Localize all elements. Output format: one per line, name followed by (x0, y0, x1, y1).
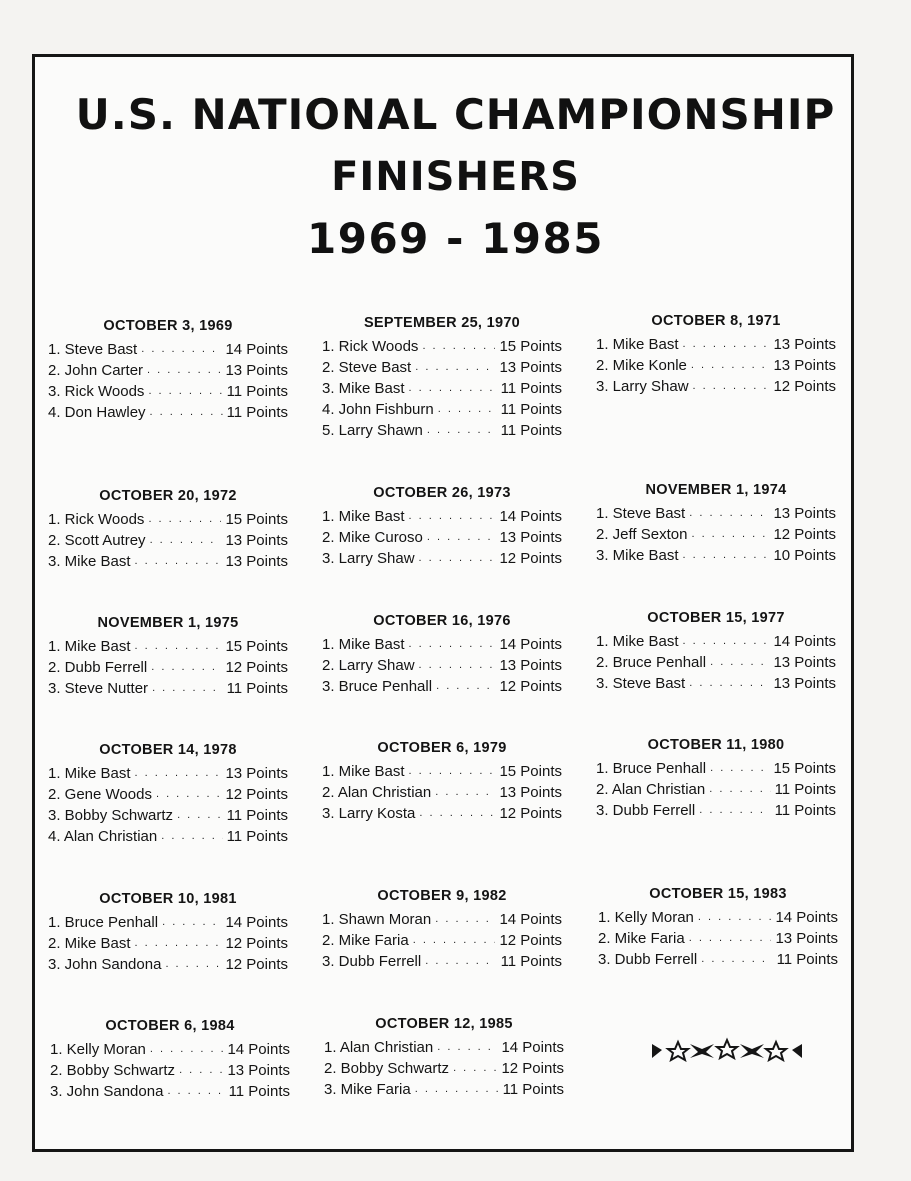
rider-points: 13 Points (225, 765, 288, 782)
rider-name: 1. Kelly Moran (598, 909, 694, 926)
event-date: OCTOBER 15, 1977 (647, 610, 785, 626)
rider-points: 12 Points (225, 659, 288, 676)
leader-dots (419, 655, 496, 676)
leader-dots (135, 551, 222, 572)
leader-dots (409, 378, 497, 399)
rider-name: 2. Mike Bast (48, 935, 131, 952)
rider-name: 2. Alan Christian (322, 784, 432, 801)
rider-points: 11 Points (502, 1081, 564, 1098)
leader-dots (135, 763, 222, 784)
leader-dots (691, 355, 770, 376)
result-row (596, 503, 836, 524)
rider-points: 13 Points (775, 930, 838, 947)
rider-name: 4. Alan Christian (48, 828, 158, 845)
result-row (48, 636, 288, 657)
rider-points: 13 Points (773, 654, 836, 671)
rider-name: 3. Steve Nutter (48, 680, 149, 697)
leader-dots (177, 805, 223, 826)
result-row (322, 378, 562, 399)
leader-dots (435, 782, 495, 803)
rider-points: 12 Points (225, 956, 288, 973)
rider-points: 12 Points (499, 805, 562, 822)
leader-dots (419, 803, 495, 824)
rider-name: 1. Alan Christian (324, 1039, 434, 1056)
result-row (48, 657, 288, 678)
event-block (48, 740, 288, 847)
leader-dots (436, 676, 495, 697)
result-row (596, 800, 836, 821)
rider-points: 14 Points (225, 914, 288, 931)
rider-points: 13 Points (225, 553, 288, 570)
result-row (322, 506, 562, 527)
rider-points: 13 Points (773, 336, 836, 353)
rider-points: 15 Points (225, 511, 288, 528)
rider-name: 2. Steve Bast (322, 359, 412, 376)
event-date: OCTOBER 10, 1981 (99, 891, 237, 907)
rider-points: 11 Points (226, 383, 288, 400)
leader-dots (413, 930, 496, 951)
event-block (50, 1016, 290, 1102)
leader-dots (435, 909, 495, 930)
rider-name: 1. Mike Bast (48, 765, 131, 782)
leader-dots (147, 360, 221, 381)
event-block (324, 1014, 564, 1100)
event-date: OCTOBER 20, 1972 (99, 488, 237, 504)
rider-name: 1. Mike Bast (322, 636, 405, 653)
rider-name: 1. Shawn Moran (322, 911, 432, 928)
leader-dots (415, 1079, 499, 1100)
result-row (322, 909, 562, 930)
rider-name: 2. Bobby Schwartz (324, 1060, 450, 1077)
leader-dots (693, 376, 770, 397)
result-row (322, 527, 562, 548)
leader-dots (150, 530, 222, 551)
rider-points: 12 Points (225, 935, 288, 952)
rider-name: 1. Steve Bast (596, 505, 686, 522)
leader-dots (162, 912, 221, 933)
event-date: OCTOBER 6, 1984 (105, 1018, 235, 1034)
result-row (322, 803, 562, 824)
rider-points: 12 Points (225, 786, 288, 803)
rider-points: 13 Points (227, 1062, 290, 1079)
rider-points: 15 Points (499, 338, 562, 355)
leader-dots (148, 509, 221, 530)
result-row (322, 951, 562, 972)
rider-points: 11 Points (500, 380, 562, 397)
rider-points: 13 Points (499, 784, 562, 801)
rider-points: 11 Points (776, 951, 838, 968)
rider-name: 1. Steve Bast (48, 341, 138, 358)
result-row (598, 928, 838, 949)
rider-points: 14 Points (501, 1039, 564, 1056)
rider-points: 13 Points (499, 359, 562, 376)
rider-points: 11 Points (226, 807, 288, 824)
rider-points: 13 Points (225, 532, 288, 549)
title-line-1: U.S. NATIONAL CHAMPIONSHIP (75, 90, 836, 139)
rider-points: 13 Points (499, 657, 562, 674)
rider-name: 3. Larry Kosta (322, 805, 416, 822)
rider-points: 11 Points (226, 680, 288, 697)
rider-points: 15 Points (225, 638, 288, 655)
event-date: OCTOBER 6, 1979 (377, 740, 507, 756)
rider-points: 13 Points (225, 362, 288, 379)
rider-points: 12 Points (499, 678, 562, 695)
rider-points: 11 Points (774, 802, 836, 819)
rider-points: 11 Points (500, 401, 562, 418)
rider-name: 1. Mike Bast (322, 508, 405, 525)
leader-dots (150, 1039, 224, 1060)
event-date: OCTOBER 11, 1980 (647, 737, 785, 753)
rider-points: 13 Points (773, 357, 836, 374)
rider-name: 1. Kelly Moran (50, 1041, 146, 1058)
rider-name: 1. Bruce Penhall (48, 914, 159, 931)
rider-points: 11 Points (226, 404, 288, 421)
rider-name: 2. Mike Faria (322, 932, 409, 949)
rider-name: 3. Dubb Ferrell (322, 953, 422, 970)
result-row (48, 339, 288, 360)
rider-points: 10 Points (773, 547, 836, 564)
event-block (596, 480, 836, 566)
leader-dots (156, 784, 222, 805)
rider-name: 1. Rick Woods (48, 511, 145, 528)
result-row (48, 912, 288, 933)
leader-dots (689, 673, 769, 694)
result-row (48, 381, 288, 402)
event-date: OCTOBER 15, 1983 (649, 886, 787, 902)
leader-dots (689, 503, 769, 524)
result-row (322, 357, 562, 378)
leader-dots (409, 634, 496, 655)
leader-dots (148, 381, 222, 402)
result-row (596, 334, 836, 355)
result-row (596, 376, 836, 397)
rider-points: 12 Points (773, 378, 836, 395)
leader-dots (161, 826, 222, 847)
result-row (324, 1079, 564, 1100)
result-row (50, 1081, 290, 1102)
leader-dots (422, 336, 495, 357)
leader-dots (698, 907, 772, 928)
leader-dots (437, 1037, 497, 1058)
rider-points: 14 Points (225, 341, 288, 358)
result-row (596, 631, 836, 652)
rider-name: 2. Mike Konle (596, 357, 687, 374)
result-row (322, 782, 562, 803)
result-row (48, 933, 288, 954)
result-row (598, 949, 838, 970)
rider-points: 14 Points (499, 911, 562, 928)
rider-points: 12 Points (501, 1060, 564, 1077)
event-block (322, 313, 562, 441)
leader-dots (709, 779, 770, 800)
result-row (322, 548, 562, 569)
event-date: OCTOBER 16, 1976 (373, 613, 511, 629)
page-title (0, 84, 911, 270)
rider-points: 14 Points (775, 909, 838, 926)
event-block (322, 738, 562, 824)
result-row (596, 652, 836, 673)
rider-name: 3. Larry Shaw (322, 550, 415, 567)
result-row (48, 360, 288, 381)
rider-points: 14 Points (499, 636, 562, 653)
rider-name: 5. Larry Shawn (322, 422, 423, 439)
event-date: OCTOBER 8, 1971 (651, 313, 781, 329)
leader-dots (427, 420, 497, 441)
leader-dots (438, 399, 497, 420)
event-block (322, 483, 562, 569)
result-row (48, 826, 288, 847)
leader-dots (701, 949, 772, 970)
rider-name: 2. John Carter (48, 362, 144, 379)
leader-dots (409, 761, 496, 782)
rider-name: 3. Dubb Ferrell (598, 951, 698, 968)
rider-name: 2. Mike Faria (598, 930, 685, 947)
rider-points: 13 Points (499, 529, 562, 546)
rider-name: 3. John Sandona (48, 956, 162, 973)
rider-name: 3. Mike Bast (48, 553, 131, 570)
rider-name: 1. Bruce Penhall (596, 760, 707, 777)
rider-name: 4. John Fishburn (322, 401, 434, 418)
rider-points: 11 Points (500, 953, 562, 970)
rider-name: 3. Mike Bast (596, 547, 679, 564)
rider-name: 1. Mike Bast (596, 336, 679, 353)
result-row (322, 676, 562, 697)
rider-points: 12 Points (499, 932, 562, 949)
rider-name: 2. Larry Shaw (322, 657, 415, 674)
rider-name: 2. Jeff Sexton (596, 526, 688, 543)
event-date: NOVEMBER 1, 1975 (97, 615, 239, 631)
event-block (48, 486, 288, 572)
leader-dots (427, 527, 496, 548)
result-row (322, 655, 562, 676)
title-line-2: FINISHERS (331, 154, 580, 200)
result-row (48, 805, 288, 826)
rider-name: 1. Rick Woods (322, 338, 419, 355)
rider-points: 15 Points (773, 760, 836, 777)
result-row (596, 779, 836, 800)
event-block (322, 886, 562, 972)
result-row (322, 761, 562, 782)
event-date: OCTOBER 3, 1969 (103, 318, 233, 334)
result-row (48, 678, 288, 699)
stars-ornament-icon (650, 1036, 804, 1062)
rider-points: 13 Points (773, 505, 836, 522)
leader-dots (415, 357, 495, 378)
rider-name: 3. Larry Shaw (596, 378, 689, 395)
result-row (596, 545, 836, 566)
rider-name: 2. Bobby Schwartz (50, 1062, 176, 1079)
rider-points: 11 Points (500, 422, 562, 439)
leader-dots (167, 1081, 224, 1102)
event-block (48, 889, 288, 975)
result-row (324, 1037, 564, 1058)
result-row (596, 673, 836, 694)
rider-points: 12 Points (499, 550, 562, 567)
rider-name: 2. Gene Woods (48, 786, 152, 803)
result-row (50, 1039, 290, 1060)
leader-dots (689, 928, 772, 949)
rider-points: 14 Points (227, 1041, 290, 1058)
result-row (322, 634, 562, 655)
leader-dots (683, 334, 770, 355)
result-row (48, 402, 288, 423)
rider-name: 1. Mike Bast (48, 638, 131, 655)
leader-dots (425, 951, 496, 972)
rider-name: 2. Alan Christian (596, 781, 706, 798)
rider-name: 2. Dubb Ferrell (48, 659, 148, 676)
result-row (322, 420, 562, 441)
result-row (50, 1060, 290, 1081)
leader-dots (710, 652, 769, 673)
rider-name: 3. John Sandona (50, 1083, 164, 1100)
result-row (48, 784, 288, 805)
leader-dots (691, 524, 769, 545)
result-row (48, 509, 288, 530)
event-block (596, 735, 836, 821)
leader-dots (152, 678, 223, 699)
rider-name: 2. Mike Curoso (322, 529, 423, 546)
rider-name: 2. Scott Autrey (48, 532, 146, 549)
rider-name: 3. Mike Bast (322, 380, 405, 397)
result-row (596, 758, 836, 779)
result-row (324, 1058, 564, 1079)
rider-points: 11 Points (226, 828, 288, 845)
leader-dots (710, 758, 769, 779)
leader-dots (453, 1058, 497, 1079)
leader-dots (151, 657, 221, 678)
leader-dots (409, 506, 496, 527)
leader-dots (165, 954, 221, 975)
rider-points: 11 Points (228, 1083, 290, 1100)
rider-name: 3. Bobby Schwartz (48, 807, 174, 824)
event-block (48, 316, 288, 423)
rider-points: 13 Points (773, 675, 836, 692)
result-row (48, 954, 288, 975)
event-block (596, 311, 836, 397)
leader-dots (135, 636, 222, 657)
event-date: NOVEMBER 1, 1974 (645, 482, 787, 498)
result-row (322, 399, 562, 420)
rider-name: 3. Dubb Ferrell (596, 802, 696, 819)
rider-name: 1. Mike Bast (596, 633, 679, 650)
rider-name: 4. Don Hawley (48, 404, 146, 421)
rider-points: 14 Points (499, 508, 562, 525)
rider-name: 2. Bruce Penhall (596, 654, 707, 671)
rider-name: 3. Bruce Penhall (322, 678, 433, 695)
result-row (48, 551, 288, 572)
event-block (322, 611, 562, 697)
rider-points: 15 Points (499, 763, 562, 780)
leader-dots (699, 800, 770, 821)
rider-points: 14 Points (773, 633, 836, 650)
title-line-3: 1969 - 1985 (307, 214, 604, 263)
rider-points: 11 Points (774, 781, 836, 798)
result-row (598, 907, 838, 928)
event-block (596, 608, 836, 694)
leader-dots (150, 402, 223, 423)
result-row (322, 336, 562, 357)
rider-name: 3. Mike Faria (324, 1081, 411, 1098)
leader-dots (141, 339, 221, 360)
leader-dots (683, 545, 770, 566)
result-row (48, 530, 288, 551)
leader-dots (419, 548, 496, 569)
event-date: OCTOBER 9, 1982 (377, 888, 507, 904)
result-row (322, 930, 562, 951)
leader-dots (179, 1060, 223, 1081)
rider-points: 12 Points (773, 526, 836, 543)
rider-name: 1. Mike Bast (322, 763, 405, 780)
event-block (48, 613, 288, 699)
event-date: OCTOBER 14, 1978 (99, 742, 237, 758)
leader-dots (683, 631, 770, 652)
event-date: SEPTEMBER 25, 1970 (363, 315, 521, 331)
leader-dots (135, 933, 222, 954)
event-date: OCTOBER 12, 1985 (375, 1016, 513, 1032)
event-date: OCTOBER 26, 1973 (373, 485, 511, 501)
result-row (48, 763, 288, 784)
result-row (596, 355, 836, 376)
rider-name: 3. Steve Bast (596, 675, 686, 692)
result-row (596, 524, 836, 545)
event-block (598, 884, 838, 970)
rider-name: 3. Rick Woods (48, 383, 145, 400)
